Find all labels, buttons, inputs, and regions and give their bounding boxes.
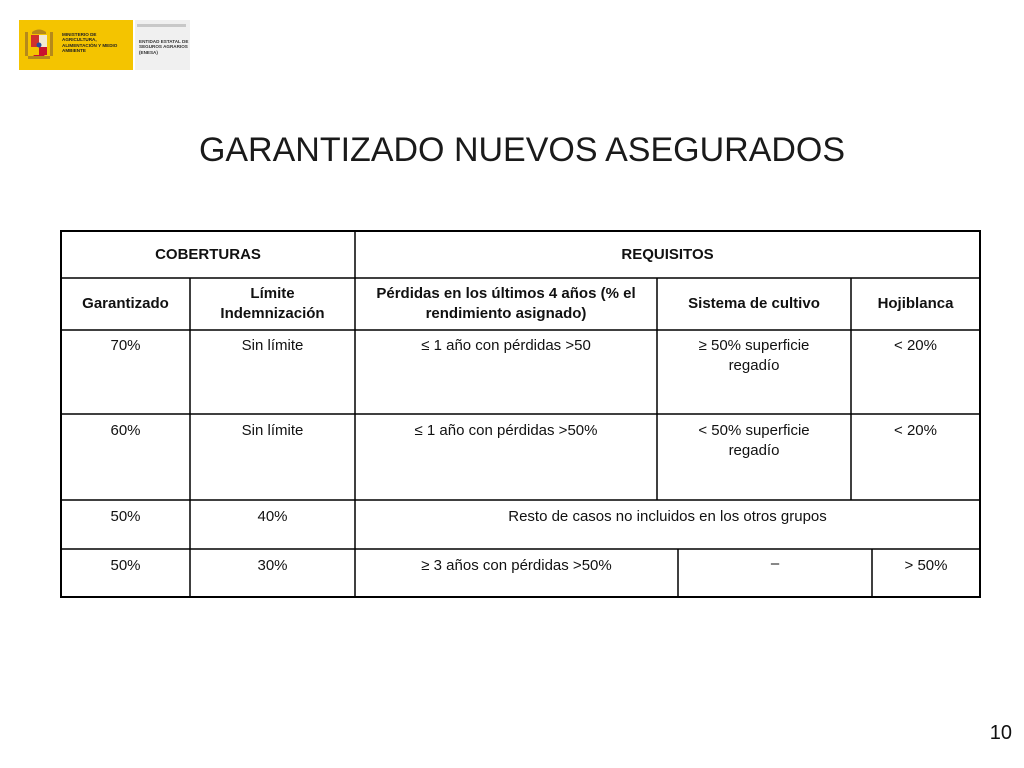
table-cell: 40% [257, 508, 288, 525]
table-cell: < 50% superficie regadío [698, 422, 810, 459]
table-cell: > 50% [904, 557, 948, 574]
table-cell: ≥ 3 años con pérdidas >50% [421, 557, 612, 574]
table-cell: < 20% [894, 422, 937, 439]
table-cell: Sin límite [241, 422, 304, 439]
table-cell: – [770, 555, 780, 572]
column-header-sistema: Sistema de cultivo [688, 295, 820, 312]
table-cell: 50% [110, 557, 141, 574]
table-cell: 60% [110, 422, 141, 439]
column-header-hojiblanca: Hojiblanca [877, 295, 954, 312]
table-cell: ≥ 50% superficie regadío [698, 337, 810, 374]
header-coberturas: COBERTURAS [155, 246, 261, 263]
entity-name: ENTIDAD ESTATAL DE SEGUROS AGRARIOS (ENESA) [139, 39, 189, 55]
table-cell: 70% [110, 337, 141, 354]
table-cell: 50% [110, 508, 141, 525]
table-cell: ≤ 1 año con pérdidas >50 [421, 337, 591, 354]
page-title: GARANTIZADO NUEVOS ASEGURADOS [198, 131, 846, 169]
table-cell: Resto de casos no incluidos en los otros grupos [508, 508, 827, 525]
header-requisitos: REQUISITOS [621, 246, 714, 263]
column-header-garantizado: Garantizado [82, 295, 169, 312]
table-cell: 30% [257, 557, 288, 574]
ministry-name: MINISTERIO DE AGRICULTURA, ALIMENTACIÓN Y MEDIO AMBIENTE [62, 32, 118, 54]
column-header-perdidas: Pérdidas en los últimos 4 años (% el rendimiento asignado) [376, 285, 636, 322]
table-cell: < 20% [894, 337, 937, 354]
page-number: 10 [989, 722, 1012, 744]
table-cell: Sin límite [241, 337, 304, 354]
table-cell: ≤ 1 año con pérdidas >50% [414, 422, 598, 439]
column-header-limite: Límite Indemnización [220, 285, 325, 322]
